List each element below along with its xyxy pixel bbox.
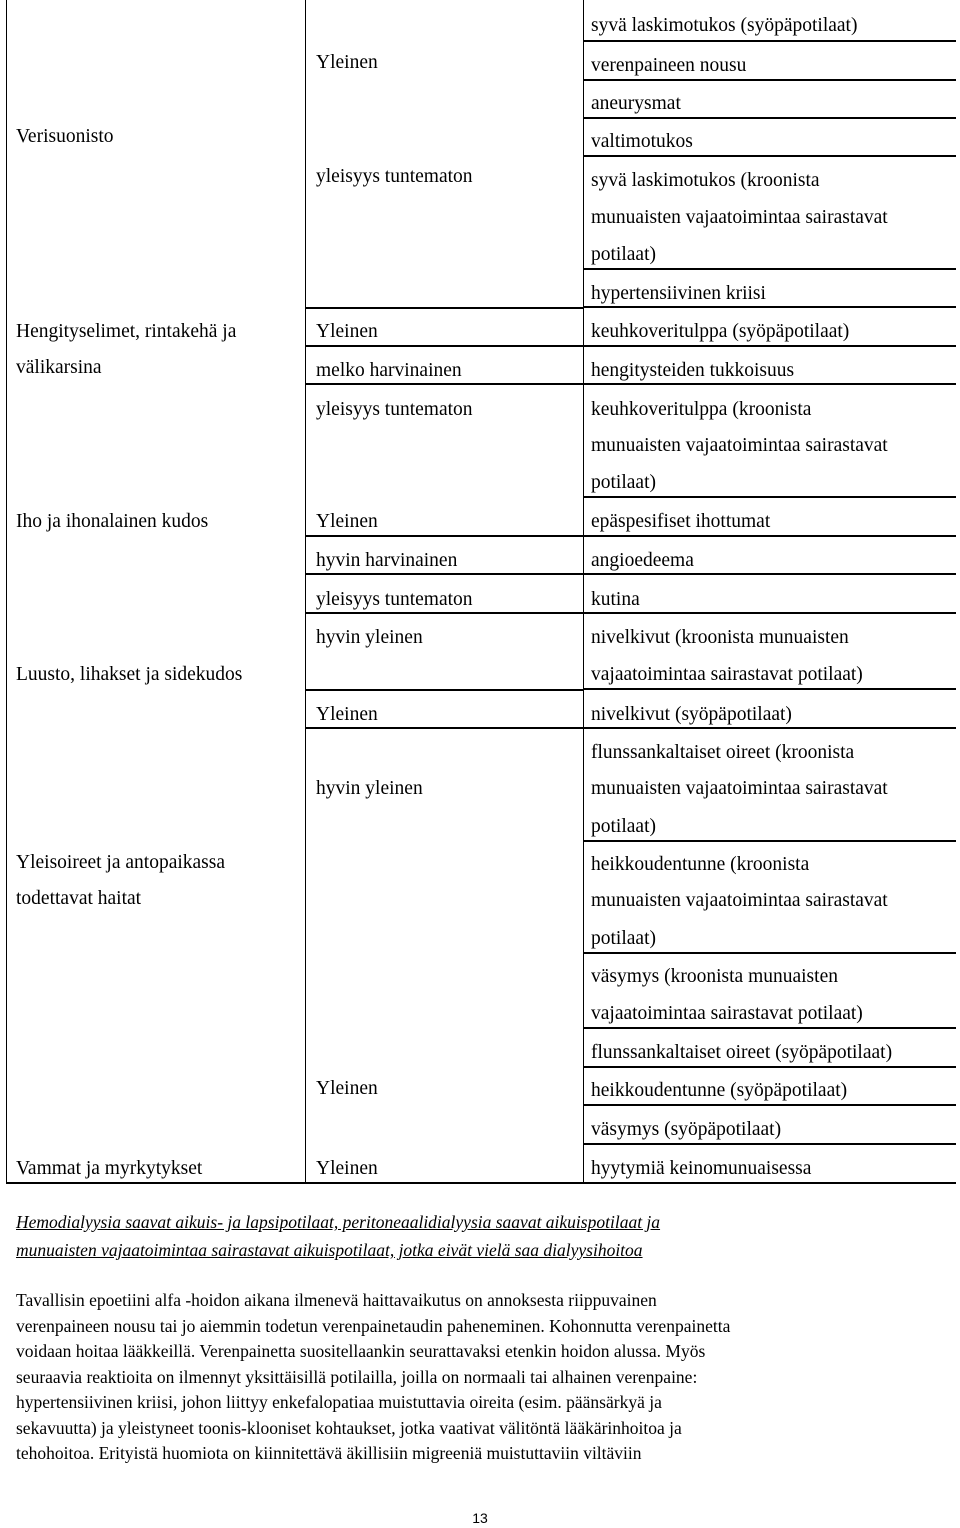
- table-bottom-border: [6, 1182, 956, 1184]
- frequency-label: hyvin harvinainen: [316, 550, 458, 571]
- adverse-effect: potilaat): [591, 928, 656, 949]
- paragraph-line: Tavallisin epoetiini alfa -hoidon aikana ilmenevä haittavaikutus on annoksesta riippuvainen: [16, 1290, 657, 1310]
- table-divider-col2: [583, 0, 584, 1183]
- row-rule: [584, 306, 956, 308]
- table-footnote: [16, 1208, 946, 1264]
- frequency-label: Yleinen: [316, 704, 378, 725]
- frequency-label: Yleinen: [316, 321, 378, 342]
- row-rule: [584, 1027, 956, 1029]
- adverse-effect: hyytymiä keinomunuaisessa: [591, 1158, 812, 1179]
- adverse-effect: aneurysmat: [591, 93, 681, 114]
- frequency-label: hyvin yleinen: [316, 627, 423, 648]
- adverse-effect: flunssankaltaiset oireet (kroonista: [591, 742, 855, 763]
- paragraph-line: hypertensiivinen kriisi, johon liittyy enkefalopatiaa muistuttavia oireita (esim. päänsärkyä ja: [16, 1392, 662, 1412]
- frequency-label: Yleinen: [316, 1078, 378, 1099]
- frequency-label: yleisyys tuntematon: [316, 399, 473, 420]
- row-rule: [584, 1104, 956, 1106]
- adverse-effect: munuaisten vajaatoimintaa sairastavat: [591, 778, 888, 799]
- adverse-effect: potilaat): [591, 472, 656, 493]
- footnote-line: munuaisten vajaatoimintaa sairastavat aikuispotilaat, jotka eivät vielä saa dialyysihoitoa: [16, 1240, 643, 1260]
- adverse-effect: potilaat): [591, 244, 656, 265]
- adverse-effect: nivelkivut (kroonista munuaisten: [591, 627, 849, 648]
- row-rule: [306, 727, 583, 729]
- adverse-effect: hengitysteiden tukkoisuus: [591, 360, 795, 381]
- category-hengityselimet: Hengityselimet, rintakehä ja: [16, 321, 237, 342]
- category-yleisoireet: Yleisoireet ja antopaikassa: [16, 852, 226, 873]
- adverse-effect: syvä laskimotukos (syöpäpotilaat): [591, 15, 858, 36]
- adverse-effect: munuaisten vajaatoimintaa sairastavat: [591, 435, 888, 456]
- row-rule: [584, 612, 956, 614]
- frequency-label: Yleinen: [316, 511, 378, 532]
- row-rule: [584, 79, 956, 81]
- adverse-effect: keuhkoveritulppa (syöpäpotilaat): [591, 321, 850, 342]
- adverse-effect: väsymys (kroonista munuaisten: [591, 966, 838, 987]
- adverse-effect: heikkoudentunne (syöpäpotilaat): [591, 1080, 848, 1101]
- row-rule: [584, 345, 956, 347]
- row-rule: [306, 345, 583, 347]
- adverse-effect: vajaatoimintaa sairastavat potilaat): [591, 1003, 863, 1024]
- row-rule: [584, 117, 956, 119]
- row-rule: [584, 840, 956, 842]
- paragraph-line: sekavuutta) ja yleistyneet toonis-klooniset kohtaukset, jotka vaativat välitöntä lääkärinhoitoa ja: [16, 1417, 682, 1438]
- frequency-label: melko harvinainen: [316, 360, 462, 381]
- adverse-effect: munuaisten vajaatoimintaa sairastavat: [591, 890, 888, 911]
- row-rule: [306, 612, 583, 614]
- row-rule: [584, 155, 956, 157]
- row-rule: [584, 383, 956, 385]
- row-rule: [584, 1066, 956, 1068]
- frequency-label: hyvin yleinen: [316, 778, 423, 799]
- row-rule: [584, 496, 956, 498]
- row-rule: [306, 689, 583, 691]
- footnote-line: Hemodialyysia saavat aikuis- ja lapsipotilaat, peritoneaalidialyysia saavat aikuispotilaat ja: [16, 1212, 661, 1232]
- row-rule: [306, 383, 583, 385]
- adverse-effect: väsymys (syöpäpotilaat): [591, 1119, 782, 1140]
- category-yleisoireet: todettavat haitat: [16, 888, 142, 909]
- paragraph-line: voidaan hoitaa lääkkeillä. Verenpainetta suositellaankin seurattavaksi etenkin hoidon alussa. Myös: [16, 1341, 706, 1361]
- adverse-effect: munuaisten vajaatoimintaa sairastavat: [591, 207, 888, 228]
- row-rule: [584, 573, 956, 575]
- page-number: 13: [472, 1510, 488, 1526]
- paragraph-line: tehohoitoa. Erityistä huomiota on kiinnitettävä äkillisiin migreeniä muistuttaviin viltäviin: [16, 1443, 642, 1463]
- adverse-effect: epäspesifiset ihottumat: [591, 511, 771, 532]
- table-left-border: [6, 0, 7, 1183]
- row-rule: [306, 573, 583, 575]
- table-divider-col1: [305, 0, 306, 1183]
- row-rule: [584, 688, 956, 690]
- row-rule: [306, 535, 583, 537]
- row-rule: [584, 40, 956, 42]
- adverse-effect: heikkoudentunne (kroonista: [591, 854, 810, 875]
- row-rule: [584, 268, 956, 270]
- adverse-effect: angioedeema: [591, 550, 694, 571]
- category-vammat: Vammat ja myrkytykset: [16, 1158, 203, 1179]
- adverse-effect: vajaatoimintaa sairastavat potilaat): [591, 664, 863, 685]
- frequency-label: Yleinen: [316, 1158, 378, 1179]
- category-luusto: Luusto, lihakset ja sidekudos: [16, 664, 243, 685]
- category-iho: Iho ja ihonalainen kudos: [16, 511, 209, 532]
- frequency-label: Yleinen: [316, 52, 378, 73]
- row-rule: [584, 952, 956, 954]
- category-hengityselimet: välikarsina: [16, 357, 102, 378]
- adverse-effect: verenpaineen nousu: [591, 55, 747, 76]
- frequency-label: yleisyys tuntematon: [316, 589, 473, 610]
- adverse-effect: flunssankaltaiset oireet (syöpäpotilaat): [591, 1042, 893, 1063]
- adverse-effect: hypertensiivinen kriisi: [591, 283, 766, 304]
- adverse-effect: nivelkivut (syöpäpotilaat): [591, 704, 792, 725]
- row-rule: [584, 727, 956, 729]
- body-paragraph: [16, 1288, 946, 1467]
- row-rule: [584, 1143, 956, 1145]
- paragraph-line: verenpaineen nousu tai jo aiemmin todetun verenpainetaudin paheneminen. Kohonnutta verenpainetta: [16, 1315, 731, 1336]
- frequency-label: yleisyys tuntematon: [316, 166, 473, 187]
- row-rule: [306, 307, 583, 309]
- adverse-effect: valtimotukos: [591, 131, 693, 152]
- category-verisuonisto: Verisuonisto: [16, 126, 114, 147]
- adverse-effect: syvä laskimotukos (kroonista: [591, 170, 820, 191]
- paragraph-line: seuraavia reaktioita on ilmennyt yksittäisillä potilailla, joilla on normaali tai alhainen verenpaine:: [16, 1366, 698, 1387]
- adverse-effect: kutina: [591, 589, 640, 610]
- row-rule: [584, 535, 956, 537]
- adverse-effect: potilaat): [591, 816, 656, 837]
- adverse-effect: keuhkoveritulppa (kroonista: [591, 399, 812, 420]
